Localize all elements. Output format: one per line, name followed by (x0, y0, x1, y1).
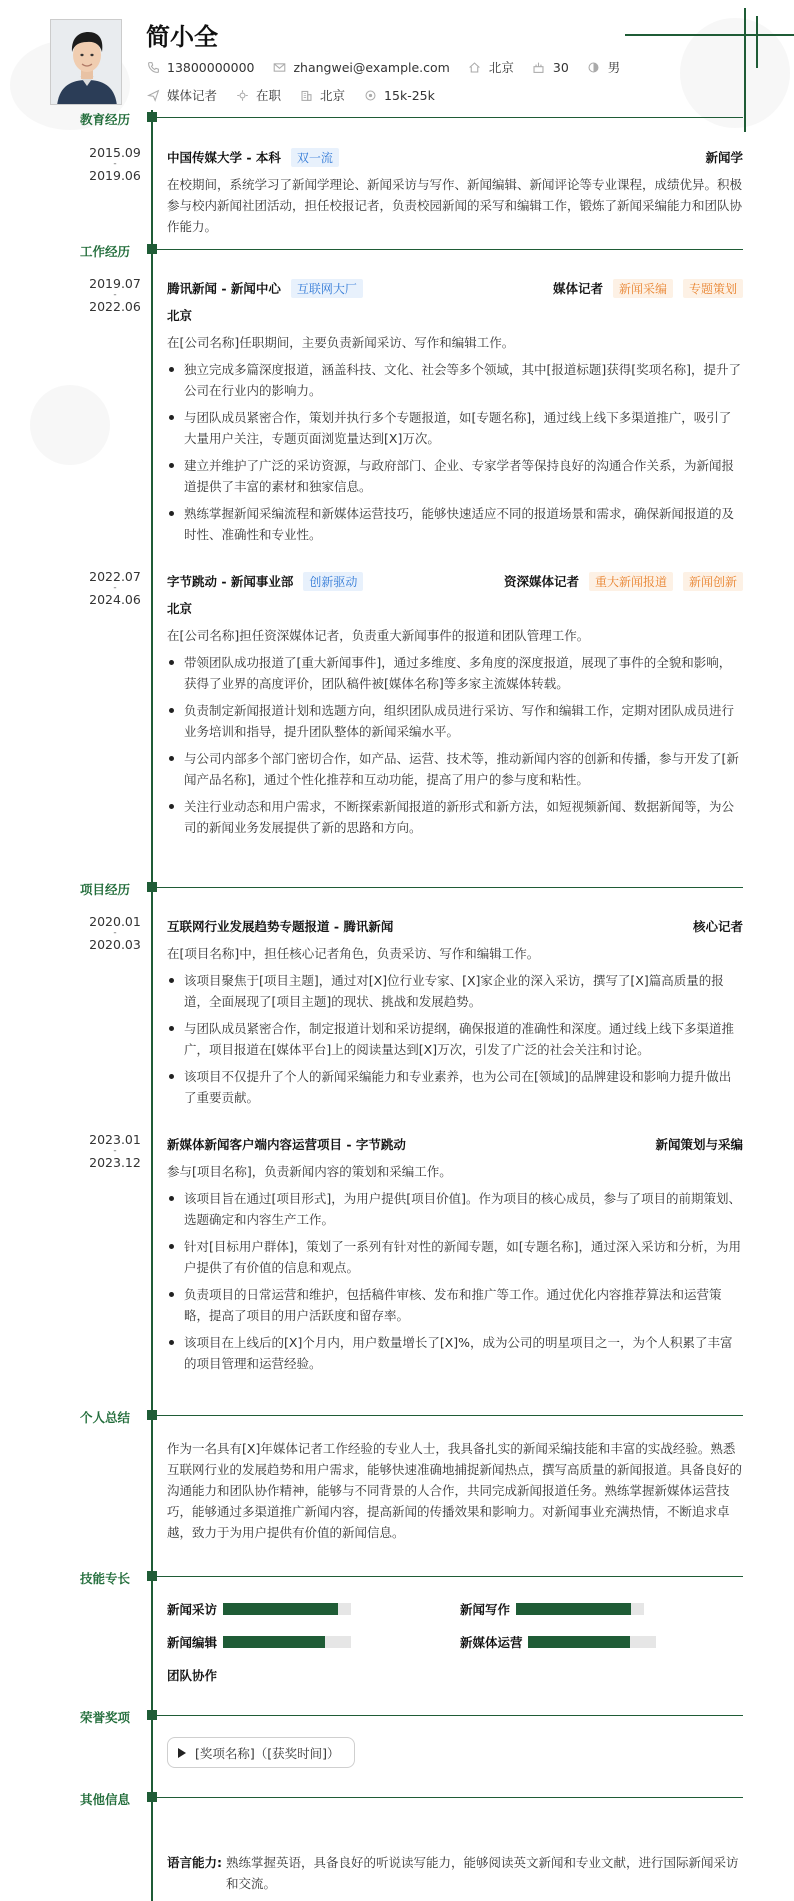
project-role: 核心记者 (692, 919, 743, 934)
bullet-item: 负责制定新闻报道计划和选题方向，组织团队成员进行采访、写作和编辑工作，定期对团队成员进行业务培训和指导，提升团队整体的新闻采编水平。 (167, 700, 743, 742)
job-text: 媒体记者 (167, 88, 218, 103)
date-end: 2023.12 (89, 1155, 141, 1170)
date-end: 2022.06 (89, 299, 141, 314)
timeline-dot (147, 1410, 157, 1420)
major: 新闻学 (705, 150, 743, 165)
skill-item (167, 1666, 223, 1684)
project-dates (80, 1131, 150, 1171)
email-icon (272, 60, 286, 74)
building-icon (299, 88, 313, 102)
date-end: 2020.03 (89, 937, 141, 952)
company-name: 字节跳动 - 新闻事业部 (167, 574, 294, 589)
phone-item (146, 60, 254, 75)
skill-name: 新闻写作 (460, 1602, 511, 1617)
skill-bar (223, 1636, 351, 1648)
project-dates (80, 913, 150, 953)
email-item (272, 60, 449, 75)
section-title-awards: 荣誉奖项 (80, 1710, 131, 1725)
job-item (146, 86, 217, 104)
birthday-icon (532, 60, 546, 74)
bullet-item: 带领团队成功报道了[重大新闻事件]，通过多维度、多角度的深度报道，展现了事件的全貌和影响，获得了业界的高度评价，团队稿件被[媒体名称]等多家主流媒体转载。 (167, 652, 743, 694)
education-entry (167, 147, 743, 237)
skill-bar-fill (528, 1636, 630, 1648)
project-title: 新媒体新闻客户端内容运营项目 - 字节跳动 (167, 1137, 406, 1152)
status-icon (235, 88, 249, 102)
bullet-item: 独立完成多篇深度报道，涵盖科技、文化、社会等多个领域，其中[报道标题]获得[奖项名称]，提升了公司在行业内的影响力。 (167, 359, 743, 401)
phone-icon (146, 60, 160, 74)
candidate-name: 简小全 (146, 23, 218, 51)
phone-text: 13800000000 (167, 59, 255, 75)
school-name: 中国传媒大学 - 本科 (167, 150, 281, 165)
work-intro: 在[公司名称]担任资深媒体记者，负责重大新闻事件的报道和团队管理工作。 (167, 628, 590, 643)
project-entry (167, 1134, 743, 1374)
date-end: 2024.06 (89, 592, 141, 607)
bullet-item: 与团队成员紧密合作，制定报道计划和采访提纲，确保报道的准确性和深度。通过线上线下多渠道推广，项目报道在[媒体平台]上的阅读量达到[X]万次，引发了广泛的社会关注和讨论。 (167, 1018, 743, 1060)
company-name: 腾讯新闻 - 新闻中心 (167, 281, 281, 296)
education-description: 在校期间，系统学习了新闻学理论、新闻采访与写作、新闻编辑、新闻评论等专业课程，成绩优异。积极参与校内新闻社团活动，担任校报记者，负责校园新闻的采写和编辑工作，锻炼了新闻采编能力和团队协作能力。 (167, 177, 743, 234)
bullet-item: 负责项目的日常运营和维护，包括稿件审核、发布和推广等工作。通过优化内容推荐算法和运营策略，提高了项目的用户活跃度和留存率。 (167, 1284, 743, 1326)
gender-text: 男 (607, 60, 621, 75)
project-intro: 在[项目名称]中，担任核心记者角色，负责采访、写作和编辑工作。 (167, 946, 540, 961)
date-dash: - (113, 290, 117, 300)
section-divider (157, 1797, 743, 1798)
date-dash: - (113, 1146, 117, 1156)
skill-bar (223, 1603, 351, 1615)
skill-bar-fill (223, 1603, 338, 1615)
role-tag: 新闻采编 (613, 279, 673, 298)
section-title-other: 其他信息 (80, 1792, 131, 1807)
section-divider (157, 249, 743, 250)
skill-name: 新闻采访 (167, 1602, 218, 1617)
location-text: 北京 (488, 60, 514, 75)
bullet-item: 该项目在上线后的[X]个月内，用户数量增长了[X]%，成为公司的明星项目之一，为个人积累了丰富的项目管理和运营经验。 (167, 1332, 743, 1374)
work-city: 北京 (167, 308, 193, 323)
job-role: 资深媒体记者 (503, 574, 579, 589)
bullet-item: 熟练掌握新闻采编流程和新媒体运营技巧，能够快速适应不同的报道场景和需求，确保新闻报道的及时性、准确性和专业性。 (167, 503, 743, 545)
city-item (299, 86, 345, 104)
timeline-dot (147, 244, 157, 254)
avatar-photo (51, 20, 122, 105)
bullet-item: 与团队成员紧密合作，策划并执行多个专题报道，如[专题名称]，通过线上线下多渠道推广，吸引了大量用户关注，专题页面浏览量达到[X]万次。 (167, 407, 743, 449)
triangle-right-icon (178, 1748, 186, 1758)
bullet-item: 该项目聚焦于[项目主题]，通过对[X]位行业专家、[X]家企业的深入采访，撰写了[X]篇高质量的报道，全面展现了[项目主题]的现状、挑战和发展趋势。 (167, 970, 743, 1012)
skill-item (460, 1633, 656, 1651)
skill-item (167, 1633, 351, 1651)
skill-bar (516, 1603, 644, 1615)
education-dates (80, 144, 150, 184)
language-label: 语言能力: (167, 1855, 222, 1870)
status-item (235, 86, 281, 104)
work-city: 北京 (167, 601, 193, 616)
work-intro: 在[公司名称]任职期间，主要负责新闻采访、写作和编辑工作。 (167, 335, 515, 350)
timeline-dot (147, 112, 157, 122)
award-text: [奖项名称]（[获奖时间]） (195, 1745, 340, 1761)
bullet-item: 关注行业动态和用户需求，不断探索新闻报道的新形式和新方法，如短视频新闻、数据新闻等，为公司的新闻业务发展提供了新的思路和方向。 (167, 796, 743, 838)
timeline-dot (147, 1571, 157, 1581)
skill-bar-fill (223, 1636, 325, 1648)
company-tag: 创新驱动 (303, 572, 363, 591)
section-title-skills: 技能专长 (80, 1571, 131, 1586)
decor-circle (30, 385, 110, 465)
bullet-item: 与公司内部多个部门密切合作，如产品、运营、技术等，推动新闻内容的创新和传播，参与开发了[新闻产品名称]，通过个性化推荐和互动功能，提高了用户的参与度和粘性。 (167, 748, 743, 790)
skill-name: 新闻编辑 (167, 1635, 218, 1650)
send-icon (146, 88, 160, 102)
timeline-line (151, 110, 153, 1901)
date-end: 2019.06 (89, 168, 141, 183)
section-divider (157, 117, 743, 118)
timeline-dot (147, 1792, 157, 1802)
date-dash: - (113, 159, 117, 169)
award-expand-button[interactable] (167, 1737, 355, 1768)
language-row (167, 1852, 743, 1894)
location-item (468, 58, 514, 76)
role-tag: 重大新闻报道 (589, 572, 673, 591)
home-icon (468, 60, 482, 74)
timeline-dot (147, 1710, 157, 1720)
project-role: 新闻策划与采编 (655, 1137, 743, 1152)
date-start: 2022.07 (89, 569, 141, 584)
skill-name: 团队协作 (167, 1668, 218, 1683)
project-entry (167, 916, 743, 1108)
contact-row (146, 58, 638, 76)
section-divider (157, 1576, 743, 1577)
avatar (50, 19, 122, 105)
gender-item (587, 58, 621, 76)
work-dates (80, 568, 150, 608)
company-tag: 互联网大厂 (291, 279, 363, 298)
status-text: 在职 (256, 88, 282, 103)
date-start: 2019.07 (89, 276, 141, 291)
decor-line (744, 8, 746, 132)
salary-text: 15k-25k (384, 87, 435, 103)
date-start: 2020.01 (89, 914, 141, 929)
project-intro: 参与[项目名称]，负责新闻内容的策划和采编工作。 (167, 1164, 452, 1179)
section-title-education: 教育经历 (80, 112, 131, 127)
age-item (532, 60, 569, 75)
bullet-item: 该项目旨在通过[项目形式]，为用户提供[项目价值]。作为项目的核心成员，参与了项目的前期策划、选题确定和内容生产工作。 (167, 1188, 743, 1230)
language-text: 熟练掌握英语，具备良好的听说读写能力，能够阅读英文新闻和专业文献，进行国际新闻采访和交流。 (226, 1855, 739, 1891)
salary-item (363, 88, 435, 103)
date-start: 2015.09 (89, 145, 141, 160)
work-entry (167, 571, 743, 838)
timeline-dot (147, 882, 157, 892)
section-divider (157, 1415, 743, 1416)
city-text: 北京 (320, 88, 346, 103)
skill-bar-fill (516, 1603, 631, 1615)
job-intent-row (146, 86, 453, 104)
skill-item (460, 1600, 644, 1618)
section-title-work: 工作经历 (80, 244, 131, 259)
school-tag: 双一流 (291, 148, 339, 167)
bullet-item: 建立并维护了广泛的采访资源，与政府部门、企业、专家学者等保持良好的沟通合作关系，为新闻报道提供了丰富的素材和独家信息。 (167, 455, 743, 497)
summary-text: 作为一名具有[X]年媒体记者工作经验的专业人士，我具备扎实的新闻采编技能和丰富的实战经验。熟悉互联网行业的发展趋势和用户需求，能够快速准确地捕捉新闻热点，撰写高质量的新闻报道。具备良好的沟通能力和团队协作精神，能够与不同背景的人合作，共同完成新闻报道任务。熟练掌握新媒体运营技巧，能够通过多渠道推广新闻内容，提高新闻的传播效果和影响力。对新闻事业充满热情，不断追求卓越，致力于为用户提供有价值的新闻信息。 (167, 1441, 743, 1540)
work-dates (80, 275, 150, 315)
bullet-item: 该项目不仅提升了个人的新闻采编能力和专业素养，也为公司在[领域]的品牌建设和影响力提升做出了重要贡献。 (167, 1066, 743, 1108)
work-entry (167, 278, 743, 545)
section-divider (157, 887, 743, 888)
email-text: zhangwei@example.com (293, 59, 450, 75)
salary-icon (363, 88, 377, 102)
gender-icon (587, 60, 601, 74)
section-divider (157, 1715, 743, 1716)
date-dash: - (113, 928, 117, 938)
job-role: 媒体记者 (552, 281, 603, 296)
section-title-summary: 个人总结 (80, 1410, 131, 1425)
skill-item (167, 1600, 351, 1618)
bullet-item: 针对[目标用户群体]，策划了一系列有针对性的新闻专题，如[专题名称]，通过深入采访和分析，为用户提供了有价值的信息和观点。 (167, 1236, 743, 1278)
age-text: 30 (552, 59, 569, 75)
role-tag: 专题策划 (683, 279, 743, 298)
project-title: 互联网行业发展趋势专题报道 - 腾讯新闻 (167, 919, 394, 934)
decor-line (625, 34, 794, 36)
section-title-projects: 项目经历 (80, 882, 131, 897)
role-tag: 新闻创新 (683, 572, 743, 591)
date-dash: - (113, 583, 117, 593)
skill-bar (528, 1636, 656, 1648)
skill-name: 新媒体运营 (460, 1635, 523, 1650)
date-start: 2023.01 (89, 1132, 141, 1147)
decor-line (756, 16, 758, 68)
